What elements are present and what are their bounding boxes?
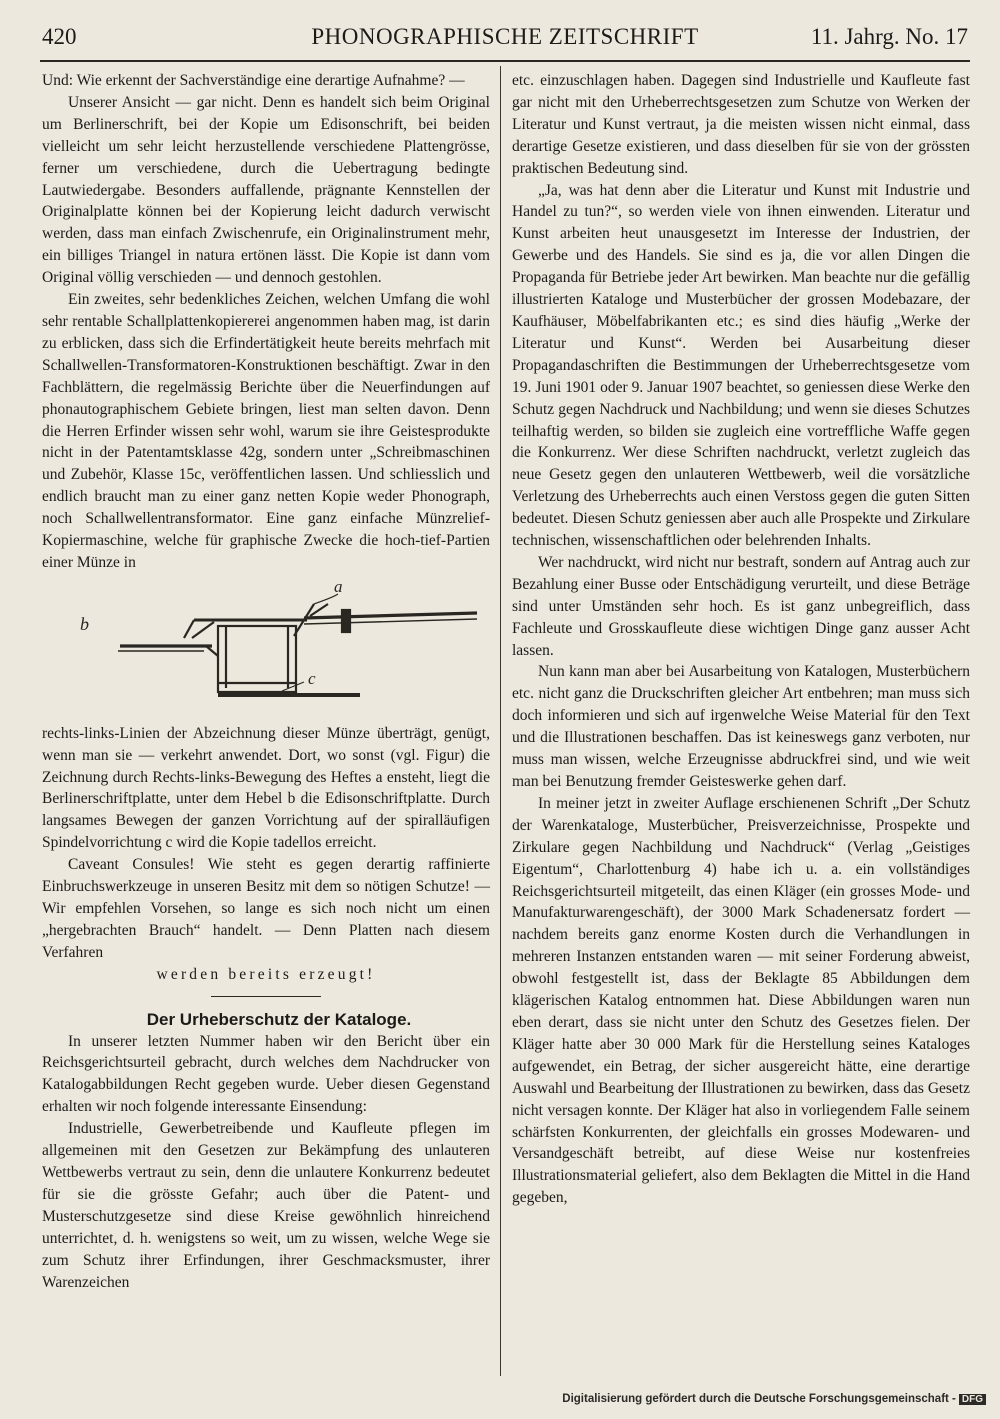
- paragraph: Wer nachdruckt, wird nicht nur bestraft, sondern auf Antrag auch zur Bezahlung einer Busse oder Entschädigung verurteilt, und diese Beträge sind unter Umständen sehr hoch. Es ist ganz unbegreiflich, dass Fachleute und Grosskaufleute diese wichtigen Dinge ganz ausser Acht lassen.: [512, 553, 970, 659]
- paragraph: „Ja, was hat denn aber die Literatur und Kunst mit Industrie und Handel zu tun?“, so werden viele von ihnen einwenden. Literatur und Kunst arbeiten heut unausgesetzt im Interesse der Industrien, der Gewerbe und des Handels. Sie sind es ja, die vor allen Dingen die Propaganda für Betriebe jeder Art bewirken. Man beachte nur die gefällig illustrierten Kataloge und Musterbücher der grossen Modebazare, der Kaufhäuser, Möbelfabrikanten etc.; es sind dies häufig „Werke der Literatur und Kunst“. Werden bei Ausarbeitung dieser Propagandaschriften die Bestimmungen der Urheberrechtsgesetze vom 19. Juni 1901 oder 9. Januar 1907 beachtet, so geniessen diese Werke den Schutz gegen Nachdruck und Nachbildung; und wenn sie dieses Schutzes teilhaftig werden, so bilden sie zugleich eine vortreffliche Waffe gegen die Konkurrenz. Wer diese Schriften nachdruckt, verletzt zugleich das neue Gesetz gegen den unlauteren Wettbewerb, weil die vorsätzliche Verletzung des Urheberrechts auch einen Verstoss gegen die guten Sitten bedeutet. Diesen Schutz geniessen aber auch alle Prospekte und Zirkulare technischen, wissenschaftlichen oder belehrenden Inhalts.: [512, 181, 970, 550]
- paragraph: Ein zweites, sehr bedenkliches Zeichen, welchen Umfang die wohl sehr rentable Schallplattenkopiererei angenommen haben mag, ist darin zu erblicken, dass sich die Erfindertätigkeit heute bereits mehrfach mit Schallwellen-Transformatoren-Konstruktionen beschäftigt. Zwar in den Fachblättern, die regelmässig Berichte über die Neuerfindungen auf phonautographischem Gebiete bringen, liest man selten davon. Denn die Herren Erfinder wissen sehr wohl, warum sie ihre Geistesprodukte nicht in der Patentamtsklasse 42g, sondern unter „Schreibmaschinen und Zubehör, Klasse 15c, veröffentlichen lassen. Und schliesslich und endlich braucht man zu einer ganz netten Kopie weder Phonograph, noch Schallwellentransformator. Eine ganz einfache Münzrelief-Kopiermaschine, welche für graphische Zwecke die hoch-tief-Partien einer Münze in: [42, 291, 490, 571]
- column-divider: [500, 66, 501, 1376]
- journal-title: PHONOGRAPHISCHE ZEITSCHRIFT: [311, 24, 699, 49]
- dfg-logo: DFG: [959, 1394, 986, 1405]
- issue-info: 11. Jahrg. No. 17: [810, 24, 968, 49]
- figure-label-a: a: [334, 577, 343, 596]
- paragraph: rechts-links-Linien der Abzeichnung dieser Münze überträgt, genügt, wenn man sie — verkehrt anwendet. Dort, wo sonst (vgl. Figur) die Zeichnung durch Rechts-links-Bewegung des Heftes a ensteht, liegt die Berlinerschriftplatte, unter dem Hebel b die Edisonschriftplatte. Durch langsames Bewegen der ganzen Vorrichtung auf der spiralläufigen Spindelvorrichtung c wird die Kopie tadellos erreicht.: [42, 724, 490, 852]
- left-column: [42, 70, 490, 1293]
- figure-label-c: c: [308, 668, 316, 688]
- digitization-credit: [562, 1393, 986, 1405]
- credit-text: Digitalisierung gefördert durch die Deutsche Forschungsgemeinschaft -: [562, 1393, 956, 1405]
- figure-label-b: b: [80, 613, 89, 634]
- page-number: 420: [42, 24, 77, 49]
- paragraph: Caveant Consules! Wie steht es gegen derartig raffinierte Einbruchswerkzeuge in unseren Besitz mit dem so nötigen Schutze! — Wir empfehlen Vorsehen, so lange es sich noch nicht um einen „hergebrachten Brauch“ handelt. — Denn Platten nach diesem Verfahren: [42, 856, 490, 961]
- emphasis-line: werden bereits erzeugt!: [156, 965, 376, 983]
- paragraph: In unserer letzten Nummer haben wir den Bericht über ein Reichsgerichtsurteil gebracht, durch welches dem Nachdrucker von Katalogabbildungen Recht gegeben wurde. Ueber diesen Gegenstand erhalten wir noch folgende interessante Einsendung:: [42, 1032, 490, 1116]
- article-title: Der Urheberschutz der Kataloge.: [146, 1009, 412, 1029]
- section-separator: [211, 996, 321, 997]
- coin-copier-figure: [42, 578, 490, 710]
- right-column: [512, 70, 970, 1209]
- paragraph: In meiner jetzt in zweiter Auflage erschienenen Schrift „Der Schutz der Warenkataloge, Musterbücher, Preisverzeichnisse, Prospekte und Zirkulare gegen Nachbildung und Nachdruck“ (Verlag „Geistiges Eigentum“, Charlottenburg 4) habe ich u. a. ein vollständiges Reichsgerichtsurteil mitgeteilt, das einen Kläger (ein grosses Mode- und Manufakturwarengeschäft), der 3000 Mark Schadenersatz fordert — nachdem bereits ganz enorme Kosten durch die Verhandlungen in mehreren Instanzen entstanden waren — mit seiner Forderung abweist, obwohl festgestellt ist, dass der Beklagte 85 Abbildungen dem klägerischen Katalog entnommen hat. Diese Abbildungen waren nun eben derart, dass sie nicht unter den Schutz des Gesetzes fielen. Der Kläger hatte aber 30 000 Mark für die Herstellung seines Kataloges aufgewendet, ein Betrag, der sicher ausgereicht hätte, eine derartige Auswahl und Bearbeitung der Illustrationen zu bewirken, dass das Gesetz nicht versagen konnte. Der Kläger hat also in vorliegendem Falle seinem schärfsten Konkurrenten, der gleichfalls ein grosses Modewaren- und Versandgeschäft betreibt, auf diese Weise nur kostenfreies Illustrationsmaterial geliefert, also dem Beklagten die Mittel in die Hand gegeben,: [512, 794, 970, 1207]
- paragraph: etc. einzuschlagen haben. Dagegen sind Industrielle und Kaufleute fast gar nicht mit den Urheberrechtsgesetzen zum Schutze von Werken der Literatur und Kunst vertraut, ja die meisten wissen nicht einmal, dass derartige Gesetze existieren, und dass dieselben für sie von der grössten praktischen Bedeutung sind.: [512, 72, 970, 177]
- page-header: [40, 20, 970, 62]
- paragraph: Unserer Ansicht — gar nicht. Denn es handelt sich beim Original um Berlinerschrift, bei der Kopie um Edisonschrift, bei beiden vielleicht um sehr leicht herzustellende verschiedene Plattengrösse, ferner um verschiedene, durch die Uebertragung bedingte Lautwiedergabe. Besonders auffallende, prägnante Kennstellen der Originalplatte können bei der Kopierung leicht dadurch verwischt werden, dass man einfach Zwischenrufe, ein Originalinstrument mehr, ein billiges Triangel in natura ertönen lässt. Die Kopie ist dann vom Original völlig verschieden — und dennoch gestohlen.: [42, 93, 490, 287]
- paragraph: Und: Wie erkennt der Sachverständige eine derartige Aufnahme? —: [42, 72, 465, 89]
- paragraph: Industrielle, Gewerbetreibende und Kaufleute pflegen im allgemeinen mit den Gesetzen zur Bekämpfung des unlauteren Wettbewerbs vertraut zu sein, denn die unlautere Konkurrenz bedeutet für sie die grösste Gefahr; auch über die Patent- und Musterschutzgesetze sind diese Kreise gewöhnlich hinreichend unterrichtet, d. h. wenigstens so weit, um zu wissen, welche Wege sie zum Schutz ihrer Erfindungen, ihrer Geschmacksmuster, ihrer Warenzeichen: [42, 1120, 490, 1291]
- paragraph: Nun kann man aber bei Ausarbeitung von Katalogen, Musterbüchern etc. nicht ganz die Druckschriften gleicher Art entbehren; man muss sich doch informieren und sich auf irgenwelche Weise Material für den Text und die Illustrationen beschaffen. Das ist keineswegs ganz verboten, nur muss man wissen, welche Erzeugnisse abdruckfrei sind, und wie weit man bei Benutzung fremder Geisteswerke gehen darf.: [512, 663, 970, 790]
